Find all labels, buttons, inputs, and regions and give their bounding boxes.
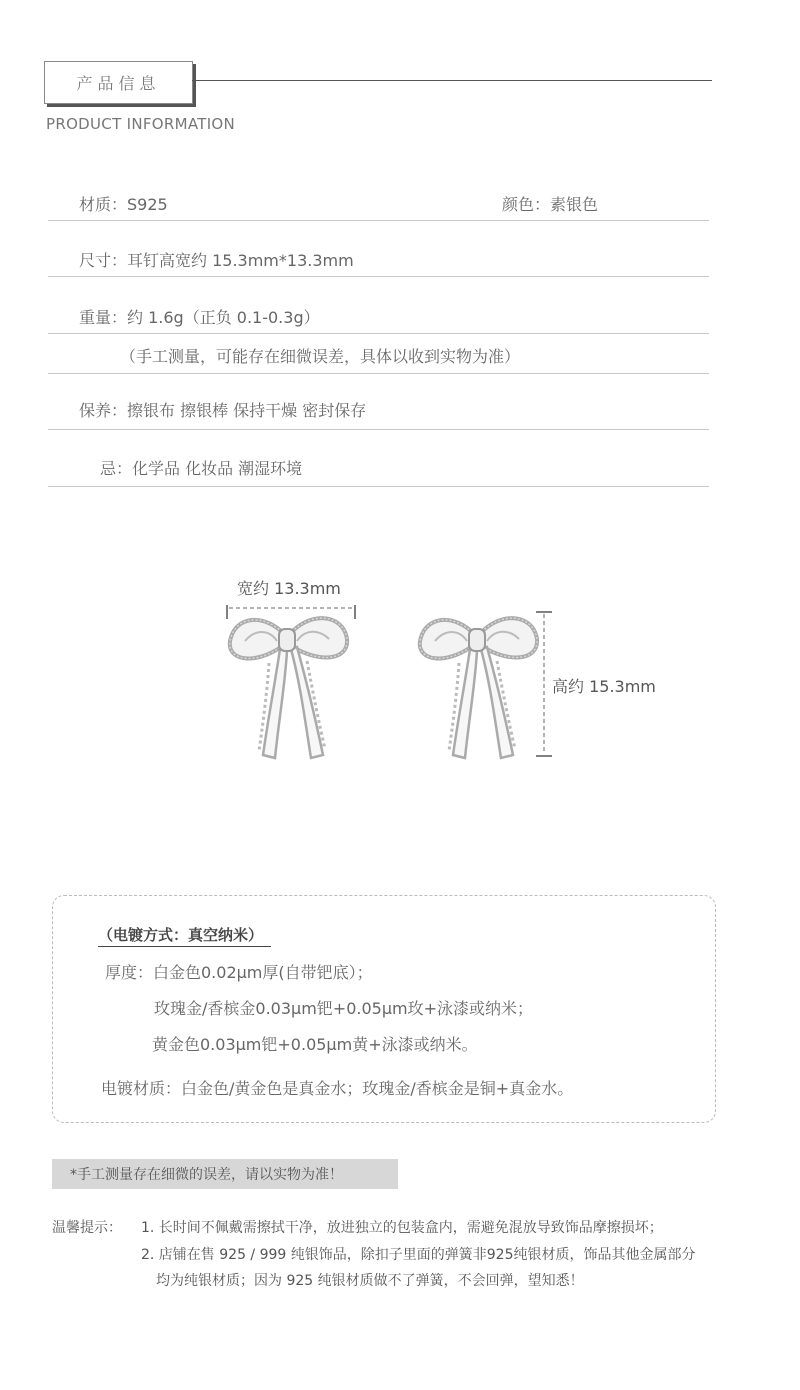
info-row-care [48,393,709,430]
measurement-notice-text: *手工测量存在细微的误差，请以实物为准！ [70,1167,343,1183]
plating-thickness-2: 玫瑰金/香槟金0.03μm钯+0.05μm玫+泳漆或纳米； [154,999,533,1018]
info-row-weight-note [48,338,709,374]
plating-title: （电镀方式：真空纳米） [98,924,271,947]
info-row-size [48,243,709,277]
info-row-avoid [48,450,709,487]
tips-line-1: 1. 长时间不佩戴需擦拭干净，放进独立的包装盒内，需避免混放导致饰品摩擦损坏； [141,1220,663,1236]
tips-line-2: 2. 店铺在售 925 / 999 纯银饰品，除扣子里面的弹簧非925纯银材质，饰品其他金属部分 [141,1247,696,1263]
section-title: 产品信息 [76,74,161,93]
product-image [200,595,580,770]
color-text: 颜色：素银色 [502,195,599,214]
info-row-material-color [48,186,709,221]
tips-line-3: 均为纯银材质；因为 925 纯银材质做不了弹簧，不会回弹，望知悉！ [156,1273,584,1289]
plating-material: 电镀材质：白金色/黄金色是真金水；玫瑰金/香槟金是铜+真金水。 [101,1079,574,1098]
tips-label: 温馨提示： [52,1220,122,1236]
avoid-text: 忌：化学品 化妆品 潮湿环境 [100,459,303,478]
size-text: 尺寸：耳钉高宽约 15.3mm*13.3mm [79,251,354,270]
info-row-weight [48,300,709,334]
plating-thickness-1: 厚度：白金色0.02μm厚(自带钯底）； [105,963,373,982]
header-divider [192,80,712,81]
plating-thickness-3: 黄金色0.03μm钯+0.05μm黄+泳漆或纳米。 [152,1035,478,1054]
material-text: 材质：S925 [79,195,168,214]
weight-text: 重量：约 1.6g（正负 0.1-0.3g） [79,308,320,327]
section-title-box [44,61,193,104]
care-text: 保养：擦银布 擦银棒 保持干燥 密封保存 [79,401,367,420]
width-label: 宽约 13.3mm [237,579,341,598]
measurement-notice [52,1159,398,1189]
height-label: 高约 15.3mm [552,677,656,696]
weight-note-text: （手工测量，可能存在细微误差，具体以收到实物为准） [120,347,521,366]
earring-left [230,618,347,758]
section-subtitle: PRODUCT INFORMATION [46,115,236,133]
earring-right [420,618,537,758]
